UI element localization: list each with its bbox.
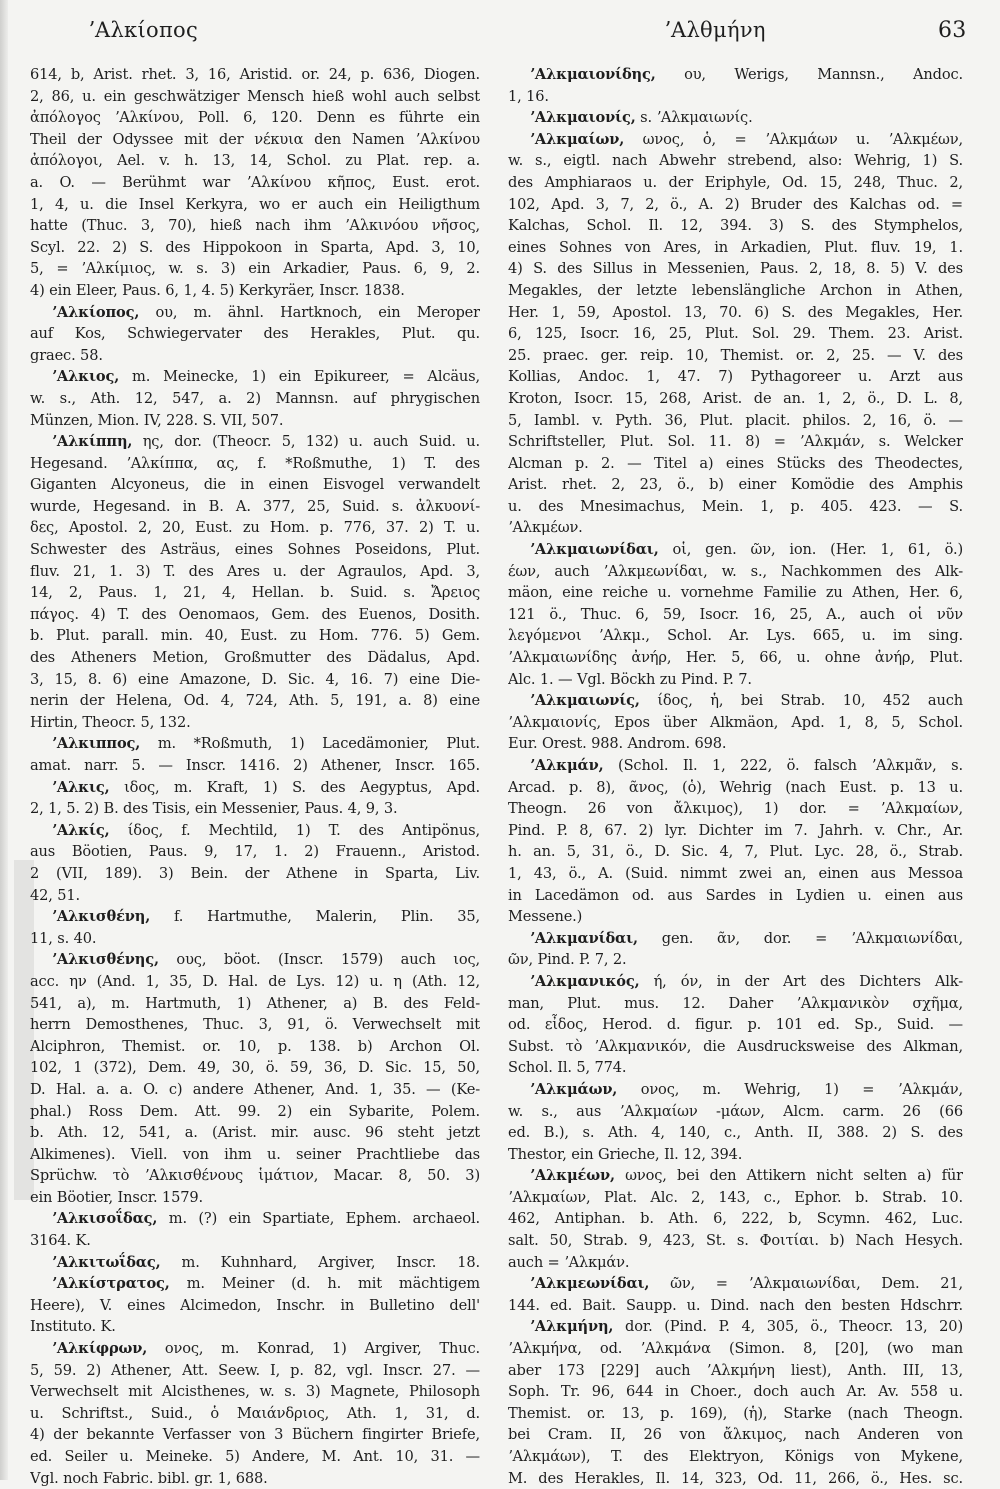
text-line	[508, 496, 963, 518]
text-line	[508, 561, 963, 583]
line-text: ʼΑλκμήνα, od. ʼΑλκμάνα (Simon. 8, [20], (wo man	[508, 1340, 963, 1358]
text-line	[30, 215, 480, 237]
text-line	[508, 604, 963, 626]
line-text: Arcad. p. 8), ᾶνος, (ὁ), Wehrig (nach Eust. p. 13 u.	[508, 778, 963, 796]
text-line	[508, 1381, 963, 1403]
line-text: Themist. or. 13, p. 169), (ἡ), Starke (nach Theogn.	[508, 1404, 963, 1422]
text-line	[508, 993, 963, 1015]
text-line	[30, 906, 480, 928]
line-text: wurde, Hegesand. in B. A. 377, 25, Suid. s. ἀλκυονί-	[30, 497, 480, 515]
text-line	[30, 1187, 480, 1209]
line-text: Alcman p. 2. — Titel a) eines Stücks des Theodectes,	[508, 454, 963, 472]
line-text: Kroton, Isocr. 15, 268, Arist. de an. 1, 2, ö., D. L. 8,	[508, 389, 963, 407]
text-line	[30, 885, 480, 907]
text-line	[508, 194, 963, 216]
text-line	[30, 1101, 480, 1123]
line-text: 3164. K.	[30, 1232, 91, 1250]
text-line	[30, 798, 480, 820]
line-text: 5, 59. 2) Athener, Att. Seew. I, p. 82, vgl. Inscr. 27. —	[30, 1361, 480, 1379]
line-text: 102, 1 (372), Dem. 49, 30, ö. 59, 36, D. Sic. 15, 50,	[30, 1059, 480, 1077]
entry-headword: ʼΑλκμαίων,	[530, 130, 625, 148]
line-text: 5, Iambl. v. Pyth. 36, Plut. placit. philos. 2, 16, ö. —	[508, 411, 963, 429]
text-line	[30, 86, 480, 108]
text-line	[508, 798, 963, 820]
text-line	[508, 755, 963, 777]
line-text: ed. Seiler u. Meineke. 5) Andere, M. Ant. 10, 31. —	[30, 1448, 480, 1465]
text-line	[508, 1014, 963, 1036]
text-line	[508, 690, 963, 712]
line-text: δες, Apostol. 2, 20, Eust. zu Hom. p. 776, 37. 2) T. u.	[30, 519, 480, 537]
line-text: od. εἶδος, Herod. d. figur. p. 101 ed. Sp., Suid. —	[508, 1016, 963, 1034]
line-text: gen. ᾶν, dor. = ʼΑλκμαιωνίδαι,	[637, 929, 963, 947]
text-line	[508, 1122, 963, 1144]
line-text: 121 ö., Thuc. 6, 59, Isocr. 16, 25, A., auch οἱ νῦν	[508, 605, 963, 623]
line-text: 2, 1, 5. 2) B. des Tisis, ein Messenier, Paus. 4, 9, 3.	[30, 800, 398, 818]
line-text: ῶν, = ʼΑλκμαιωνίδαι, Dem. 21,	[649, 1275, 963, 1293]
text-line	[508, 863, 963, 885]
text-line	[30, 733, 480, 755]
text-line	[30, 690, 480, 712]
text-line	[30, 1403, 480, 1425]
text-line	[508, 345, 963, 367]
text-line	[508, 971, 963, 993]
line-text: ἀπόλογοι, Ael. v. h. 13, 14, Schol. zu Plat. rep. a.	[30, 152, 480, 170]
text-line	[30, 388, 480, 410]
line-text: auf Kos, Schwiegervater des Herakles, Plut. qu.	[30, 325, 480, 343]
text-line	[508, 1316, 963, 1338]
entry-headword: ʼΑλκμαιωνίδαι,	[530, 541, 659, 559]
running-head-left: ʼΑλκίοπος	[88, 18, 199, 42]
entry-headword: ʼΑλκίστρατος,	[52, 1275, 170, 1293]
entry-headword: ʼΑλκμαιονίς,	[530, 109, 636, 127]
text-line	[508, 539, 963, 561]
text-line	[30, 971, 480, 993]
line-text: s. ʼΑλκμαιωνίς.	[635, 109, 753, 127]
line-text: Soph. Tr. 96, 644 in Choer., doch auch Ar. Av. 558 u.	[508, 1383, 963, 1401]
line-text: ʼΑλκμαιονίς, Epos über Alkmäon, Apd. 1, 8, 5, Schol.	[508, 713, 963, 731]
line-text: f. Hartmuthe, Malerin, Plin. 35,	[150, 908, 480, 926]
line-text: aus Böotien, Paus. 9, 17, 1. 2) Frauenn., Aristod.	[30, 843, 480, 861]
entry-headword: ʼΑλκμέων,	[530, 1167, 615, 1185]
line-text: ους, böot. (Inscr. 1579) auch ιος,	[158, 951, 480, 969]
text-line	[508, 885, 963, 907]
text-line	[30, 1424, 480, 1446]
text-line	[30, 1446, 480, 1468]
text-line	[508, 1424, 963, 1446]
line-text: Vgl. noch Fabric. bibl. gr. 1, 688.	[30, 1469, 268, 1487]
text-line	[30, 1144, 480, 1166]
text-line	[508, 625, 963, 647]
text-line	[508, 1057, 963, 1079]
line-text: Megakles, der letzte lebenslängliche Archon in Athen,	[508, 281, 963, 299]
line-text: w. s., eigtl. nach Abwehr strebend, also: Wehrig, 1) S.	[508, 152, 963, 170]
line-text: Alkimenes). Viell. von ihm u. seiner Prachtliebe das	[30, 1145, 480, 1163]
text-line	[508, 1360, 963, 1382]
line-text: graec. 58.	[30, 346, 103, 364]
text-line	[30, 1165, 480, 1187]
text-line	[30, 1014, 480, 1036]
text-line	[508, 453, 963, 475]
text-line	[30, 194, 480, 216]
line-text: 1, 43, ö., A. (Suid. nimmt zwei an, einen aus Messoa	[508, 864, 963, 882]
text-line	[30, 474, 480, 496]
line-text: Hirtin, Theocr. 5, 132.	[30, 713, 191, 731]
line-text: Theil der Odyssee mit der νέκυια den Namen ʼΑλκίνου	[30, 130, 480, 148]
text-line	[508, 474, 963, 496]
line-text: ῶν, Pind. P. 7, 2.	[508, 951, 627, 969]
entry-headword: ʼΑλκμαιονίδης,	[530, 66, 656, 83]
line-text: 102, Apd. 3, 7, 2, ö., A. 2) Bruder des Kalchas od. =	[508, 195, 963, 213]
text-line	[30, 928, 480, 950]
entry-headword: ʼΑλκμάν,	[530, 757, 604, 774]
text-line	[30, 1273, 480, 1295]
text-line	[30, 1230, 480, 1252]
text-line	[508, 928, 963, 950]
line-text: fluv. 21, 1. 3) T. des Ares u. der Agraulos, Apd. 3,	[30, 562, 480, 580]
text-line	[508, 366, 963, 388]
line-text: salt. 50, Strab. 9, 423, St. s. Φοιτίαι. b) Nach Hesych.	[508, 1232, 963, 1250]
text-line	[30, 280, 480, 302]
text-line	[30, 1381, 480, 1403]
line-text: D. Hal. a. a. O. c) andere Athener, And. 1, 35. — (Ke-	[30, 1080, 480, 1098]
text-line	[508, 733, 963, 755]
text-line	[508, 1165, 963, 1187]
entry-headword: ʼΑλκίοπος,	[52, 303, 140, 321]
line-text: 462, Antiphan. b. Ath. 6, 222, b, Scymn. 462, Luc.	[508, 1210, 963, 1228]
line-text: ή, όν, in der Art des Dichters Alk-	[639, 972, 963, 990]
text-line	[30, 129, 480, 151]
text-line	[508, 1403, 963, 1425]
line-text: 4) S. des Sillus in Messenien, Paus. 2, 18, 8. 5) V. des	[508, 260, 963, 278]
line-text: herrn Demosthenes, Thuc. 3, 91, ö. Verwechselt mit	[30, 1016, 480, 1034]
line-text: Alciphron, Themist. or. 10, p. 138. b) Archon Ol.	[30, 1037, 480, 1055]
line-text: m. Meiner (d. h. mit mächtigem	[169, 1275, 480, 1293]
text-line	[30, 410, 480, 432]
line-text: Kollias, Andoc. 1, 47. 7) Pythagoreer u. Arzt aus	[508, 368, 963, 386]
text-line	[508, 949, 963, 971]
line-text: ʼΑλκμαίων, Plat. Alc. 2, 143, c., Ephor. b. Strab. 10.	[508, 1188, 963, 1206]
text-line	[30, 1468, 480, 1489]
text-line	[508, 712, 963, 734]
line-text: ʼΑλκμάων), T. des Elektryon, Königs von Mykene,	[508, 1448, 963, 1465]
entry-headword: ʼΑλκμήνη,	[530, 1318, 614, 1336]
line-text: u. Schriftst., Suid., ὁ Μαιάνδριος, Ath. 1, 31, d.	[30, 1404, 480, 1422]
text-line	[508, 777, 963, 799]
text-line	[508, 841, 963, 863]
entry-headword: ʼΑλκισοΐδας,	[52, 1210, 158, 1228]
line-text: οἱ, gen. ῶν, ion. (Her. 1, 61, ö.)	[658, 541, 963, 559]
text-line	[30, 669, 480, 691]
text-line	[30, 712, 480, 734]
line-text: m. Meinecke, 1) ein Epikureer, = Alcäus,	[119, 368, 480, 386]
text-line	[508, 258, 963, 280]
text-line	[30, 539, 480, 561]
line-text: ης, dor. (Theocr. 5, 132) u. auch Suid. u.	[132, 433, 480, 451]
text-line	[508, 107, 963, 129]
text-line	[508, 215, 963, 237]
text-line	[30, 993, 480, 1015]
line-text: ίδος, f. Mechtild, 1) T. des Antipönus,	[109, 821, 480, 839]
text-line	[30, 1316, 480, 1338]
text-line	[508, 172, 963, 194]
line-text: b. Plut. parall. min. 40, Eust. zu Hom. 776. 5) Gem.	[30, 627, 480, 645]
line-text: Theogn. 26 von ἄλκιμος), 1) dor. = ʼΑλκμαίων,	[508, 800, 963, 818]
line-text: Instituto. K.	[30, 1318, 116, 1336]
line-text: 144. ed. Bait. Saupp. u. Dind. nach den besten Hdschrr.	[508, 1296, 963, 1314]
line-text: Subst. τὸ ʼΑλκμανικόν, die Ausdrucksweise des Alkman,	[508, 1037, 963, 1055]
line-text: Eur. Orest. 988. Androm. 698.	[508, 735, 727, 753]
text-line	[30, 345, 480, 367]
line-text: 2 (VII, 189). 3) Bein. der Athene in Sparta, Liv.	[30, 864, 480, 882]
text-line	[508, 410, 963, 432]
text-line	[508, 1446, 963, 1468]
line-text: 541, a), m. Hartmuth, 1) Athener, a) B. des Feld-	[30, 994, 480, 1012]
line-text: Verwechselt mit Alcisthenes, w. s. 3) Magnete, Philosoph	[30, 1383, 480, 1401]
line-text: 1, 16.	[508, 87, 549, 105]
line-text: 14, 2, Paus. 1, 21, 4, Hellan. b. Suid. s. Ἄρειος	[30, 584, 480, 602]
text-line	[30, 453, 480, 475]
text-line	[508, 388, 963, 410]
text-line	[30, 237, 480, 259]
line-text: 11, s. 40.	[30, 929, 97, 947]
running-head-right: ʼΑλθμήνη	[664, 18, 766, 42]
line-text: des Atheners Metion, Großmutter des Dädalus, Apd.	[30, 649, 480, 667]
line-text: Giganten Alcyoneus, die in einen Eisvogel verwandelt	[30, 476, 480, 494]
entry-headword: ʼΑλκμαιωνίς,	[530, 692, 640, 710]
text-line	[30, 517, 480, 539]
line-text: 614, b, Arist. rhet. 3, 16, Aristid. or. 24, p. 636, Diogen.	[30, 66, 480, 83]
line-text: Schwester des Asträus, eines Sohnes Poseidons, Plut.	[30, 541, 480, 559]
line-text: auch = ʼΑλκμάν.	[508, 1253, 630, 1271]
text-line	[508, 1468, 963, 1489]
line-text: Alc. 1. — Vgl. Böckh zu Pind. P. 7.	[508, 670, 752, 688]
text-line	[30, 1360, 480, 1382]
text-line	[508, 1101, 963, 1123]
line-text: Schriftsteller, Plut. Sol. 11. 8) = ʼΑλκμάν, s. Welcker	[508, 433, 963, 451]
line-text: 42, 51.	[30, 886, 81, 904]
text-line	[30, 107, 480, 129]
text-line	[508, 1338, 963, 1360]
line-text: w. s., aus ʼΑλκμαίων -μάων, Alcm. carm. 26 (66	[508, 1102, 963, 1120]
text-line	[508, 1208, 963, 1230]
text-line	[30, 1338, 480, 1360]
entry-headword: ʼΑλκις,	[52, 778, 110, 796]
line-text: aber 173 [229] auch ʼΑλκμήνη liest), Anth. III, 13,	[508, 1361, 963, 1379]
text-line	[30, 647, 480, 669]
line-text: phal.) Ross Dem. Att. 99. 2) ein Sybarite, Polem.	[30, 1102, 480, 1120]
entry-headword: ʼΑλκιππος,	[52, 735, 141, 753]
entry-headword: ʼΑλκισθένη,	[52, 908, 151, 926]
text-line	[508, 86, 963, 108]
text-line	[508, 323, 963, 345]
line-text: des Amphiaraos u. der Eriphyle, Od. 15, 248, Thuc. 2,	[508, 173, 963, 191]
text-line	[30, 1252, 480, 1274]
text-line	[508, 1252, 963, 1274]
line-text: 4) ein Eleer, Paus. 6, 1, 4. 5) Kerkyräer, Inscr. 1838.	[30, 281, 405, 299]
line-text: amat. narr. 5. — Inscr. 1416. 2) Athener, Inscr. 165.	[30, 757, 480, 774]
line-text: Arist. rhet. 2, 23, ö., b) einer Komödie des Amphis	[508, 476, 963, 494]
text-line	[508, 1295, 963, 1317]
entry-headword: ʼΑλκιος,	[52, 368, 120, 386]
line-text: Her. 1, 59, Apostol. 13, 70. 6) S. des Megakles, Her.	[508, 303, 963, 321]
left-column	[30, 64, 480, 1489]
line-text: 4) der bekannte Verfasser von 3 Büchern fingirter Briefe,	[30, 1426, 480, 1444]
entry-headword: ʼΑλκμανίδαι,	[530, 929, 638, 947]
entry-headword: ʼΑλκιτωΐδας,	[52, 1253, 161, 1271]
text-line	[30, 582, 480, 604]
text-line	[30, 1295, 480, 1317]
entry-headword: ʼΑλκίς,	[52, 821, 110, 839]
entry-headword: ʼΑλκίφρων,	[52, 1340, 148, 1358]
line-text: Messene.)	[508, 908, 583, 926]
page-number: 63	[938, 18, 967, 43]
text-line	[508, 906, 963, 928]
line-text: w. s., Ath. 12, 547, a. 2) Mannsn. auf phrygischen	[30, 389, 480, 407]
line-text: hatte (Thuc. 3, 70), hieß nach ihm ʼΑλκινόου νῆσος,	[30, 217, 480, 235]
line-text: man, Plut. mus. 12. Daher ʼΑλκμανικὸν σχῆμα,	[508, 994, 963, 1012]
text-line	[30, 949, 480, 971]
text-line	[508, 647, 963, 669]
text-line	[30, 1079, 480, 1101]
line-text: Scyl. 22. 2) S. des Hippokoon in Sparta, Apd. 3, 10,	[30, 238, 480, 256]
text-line	[30, 323, 480, 345]
line-text: Heere), V. eines Alcimedon, Inschr. in Bulletino dell'	[30, 1296, 480, 1314]
text-line	[30, 366, 480, 388]
text-line	[508, 1230, 963, 1252]
entry-headword: ʼΑλκμεωνίδαι,	[530, 1275, 650, 1293]
line-text: 3, 15, 8. 6) eine Amazone, D. Sic. 4, 16. 7) eine Die-	[30, 670, 480, 688]
line-text: ʼΑλκμαιωνίδης ἀνήρ, Her. 5, 66, u. ohne ἀνήρ, Plut.	[508, 649, 963, 667]
line-text: Schol. Il. 5, 774.	[508, 1059, 627, 1077]
text-line	[508, 129, 963, 151]
text-line	[508, 820, 963, 842]
line-text: acc. ην (And. 1, 35, D. Hal. de Lys. 12) u. η (Ath. 12,	[30, 972, 480, 990]
line-text: ιδος, m. Kraft, 1) S. des Aegyptus, Apd.	[109, 778, 480, 796]
text-line	[508, 669, 963, 691]
line-text: eines Sohnes von Ares, in Arkadien, Plut. fluv. 19, 1.	[508, 238, 963, 256]
text-line	[30, 625, 480, 647]
line-text: πάγος. 4) T. des Oenomaos, Gem. des Euenos, Dosith.	[30, 605, 480, 623]
line-text: u. des Mnesimachus, Mein. 1, p. 405. 423. — S.	[508, 497, 963, 515]
line-text: ωνος, ὁ, = ʼΑλκμάων u. ʼΑλκμέων,	[624, 130, 963, 148]
text-line	[30, 863, 480, 885]
text-line	[30, 1036, 480, 1058]
line-text: ου, m. ähnl. Hartknoch, ein Meroper	[139, 303, 480, 321]
line-text: ωνος, bei den Attikern nicht selten a) für	[614, 1167, 963, 1185]
line-text: b. Ath. 12, 541, a. (Arist. mir. ausc. 96 steht jetzt	[30, 1124, 480, 1142]
text-line	[508, 280, 963, 302]
text-line	[508, 1036, 963, 1058]
text-line	[508, 237, 963, 259]
text-line	[30, 820, 480, 842]
text-line	[508, 150, 963, 172]
text-line	[30, 172, 480, 194]
line-text: 5, = ʼΑλκίμιος, w. s. 3) ein Arkadier, Paus. 6, 9, 2.	[30, 260, 480, 278]
text-line	[30, 64, 480, 86]
line-text: ονος, m. Wehrig, 1) = ʼΑλκμάν,	[617, 1080, 963, 1098]
text-line	[508, 517, 963, 539]
line-text: Münzen, Mion. IV, 228. S. VII, 507.	[30, 411, 284, 429]
right-column	[508, 64, 963, 1489]
text-line	[30, 1057, 480, 1079]
line-text: Pind. P. 8, 67. 2) lyr. Dichter im 7. Jahrh. v. Chr., Ar.	[508, 821, 963, 839]
text-line	[30, 302, 480, 324]
text-line	[508, 1144, 963, 1166]
line-text: 2, 86, u. ein geschwätziger Mensch hieß wohl auch selbst	[30, 87, 480, 105]
line-text: ʼΑλκμέων.	[508, 519, 583, 537]
text-line	[30, 150, 480, 172]
line-text: ου, Werigs, Mannsn., Andoc.	[655, 66, 963, 83]
line-text: ονος, m. Konrad, 1) Argiver, Thuc.	[147, 1340, 480, 1358]
text-line	[30, 604, 480, 626]
line-text: Hegesand. ʼΑλκίππα, ας, f. *Roßmuthe, 1) T. des	[30, 454, 480, 472]
text-line	[30, 561, 480, 583]
text-line	[508, 582, 963, 604]
scan-edge	[0, 0, 8, 1480]
line-text: ίδος, ἡ, bei Strab. 10, 452 auch	[639, 692, 963, 710]
line-text: Thestor, ein Grieche, Il. 12, 394.	[508, 1145, 743, 1163]
line-text: λεγόμενοι ʼΑλκμ., Schol. Ar. Lys. 665, u. im sing.	[508, 627, 963, 645]
text-line	[508, 1273, 963, 1295]
text-line	[30, 1208, 480, 1230]
entry-headword: ʼΑλκμανικός,	[530, 972, 640, 990]
text-line	[508, 1187, 963, 1209]
line-text: dor. (Pind. P. 4, 305, ö., Theocr. 13, 20)	[613, 1318, 963, 1336]
line-text: M. des Herakles, Il. 14, 323, Od. 11, 266, ö., Hes. sc.	[508, 1469, 963, 1487]
line-text: (Schol. Il. 1, 222, ö. falsch ʼΑλκμᾶν, s.	[603, 757, 963, 774]
line-text: nerin der Helena, Od. 4, 724, Ath. 5, 191, a. 8) eine	[30, 692, 480, 710]
line-text: ed. B.), s. Ath. 4, 140, c., Anth. II, 388. 2) S. des	[508, 1124, 963, 1142]
text-line	[30, 431, 480, 453]
line-text: h. an. 5, 31, ö., D. Sic. 4, 7, Plut. Lyc. 28, ö., Strab.	[508, 843, 963, 861]
line-text: ἀπόλογος ʼΑλκίνου, Poll. 6, 120. Denn es führte ein	[30, 109, 480, 127]
text-line	[30, 496, 480, 518]
entry-headword: ʼΑλκίππη,	[52, 433, 133, 451]
text-line	[30, 841, 480, 863]
line-text: m. *Roßmuth, 1) Lacedämonier, Plut.	[140, 735, 480, 753]
line-text: 1, 4, u. die Insel Kerkyra, wo er auch ein Heiligthum	[30, 195, 480, 213]
line-text: m. (?) ein Spartiate, Ephem. archaeol.	[157, 1210, 480, 1228]
line-text: mäon, eine reiche u. vornehme Familie zu Athen, Her. 6,	[508, 584, 963, 602]
line-text: 25. praec. ger. reip. 10, Themist. or. 2, 25. — V. des	[508, 346, 963, 364]
entry-headword: ʼΑλκισθένης,	[52, 951, 159, 969]
text-line	[508, 431, 963, 453]
text-line	[508, 302, 963, 324]
line-text: bei Cram. II, 26 von ἄλκιμος, nach Anderen von	[508, 1426, 963, 1444]
text-line	[30, 777, 480, 799]
line-text: έων, auch ʼΑλκμεωνίδαι, w. s., Nachkommen des Alk-	[508, 562, 963, 580]
line-text: 6, 125, Isocr. 16, 25, Plut. Sol. 29. Them. 23. Arist.	[508, 325, 963, 343]
text-line	[508, 1079, 963, 1101]
text-line	[508, 64, 963, 86]
text-line	[30, 258, 480, 280]
line-text: a. O. — Berühmt war ʼΑλκίνου κῆπος, Eust. erot.	[30, 173, 480, 191]
text-line	[30, 755, 480, 777]
line-text: in Lacedämon od. aus Sardes in Lydien u. einen aus	[508, 886, 963, 904]
line-text: ein Böotier, Inscr. 1579.	[30, 1188, 203, 1206]
line-text: Kalchas, Schol. Il. 12, 394. 3) S. des Stymphelos,	[508, 217, 963, 235]
line-text: m. Kuhnhard, Argiver, Inscr. 18.	[160, 1253, 480, 1271]
entry-headword: ʼΑλκμάων,	[530, 1080, 618, 1098]
line-text: Sprüchw. τὸ ʼΑλκισθένους ἱμάτιον, Macar. 8, 50. 3)	[30, 1167, 480, 1185]
text-line	[30, 1122, 480, 1144]
